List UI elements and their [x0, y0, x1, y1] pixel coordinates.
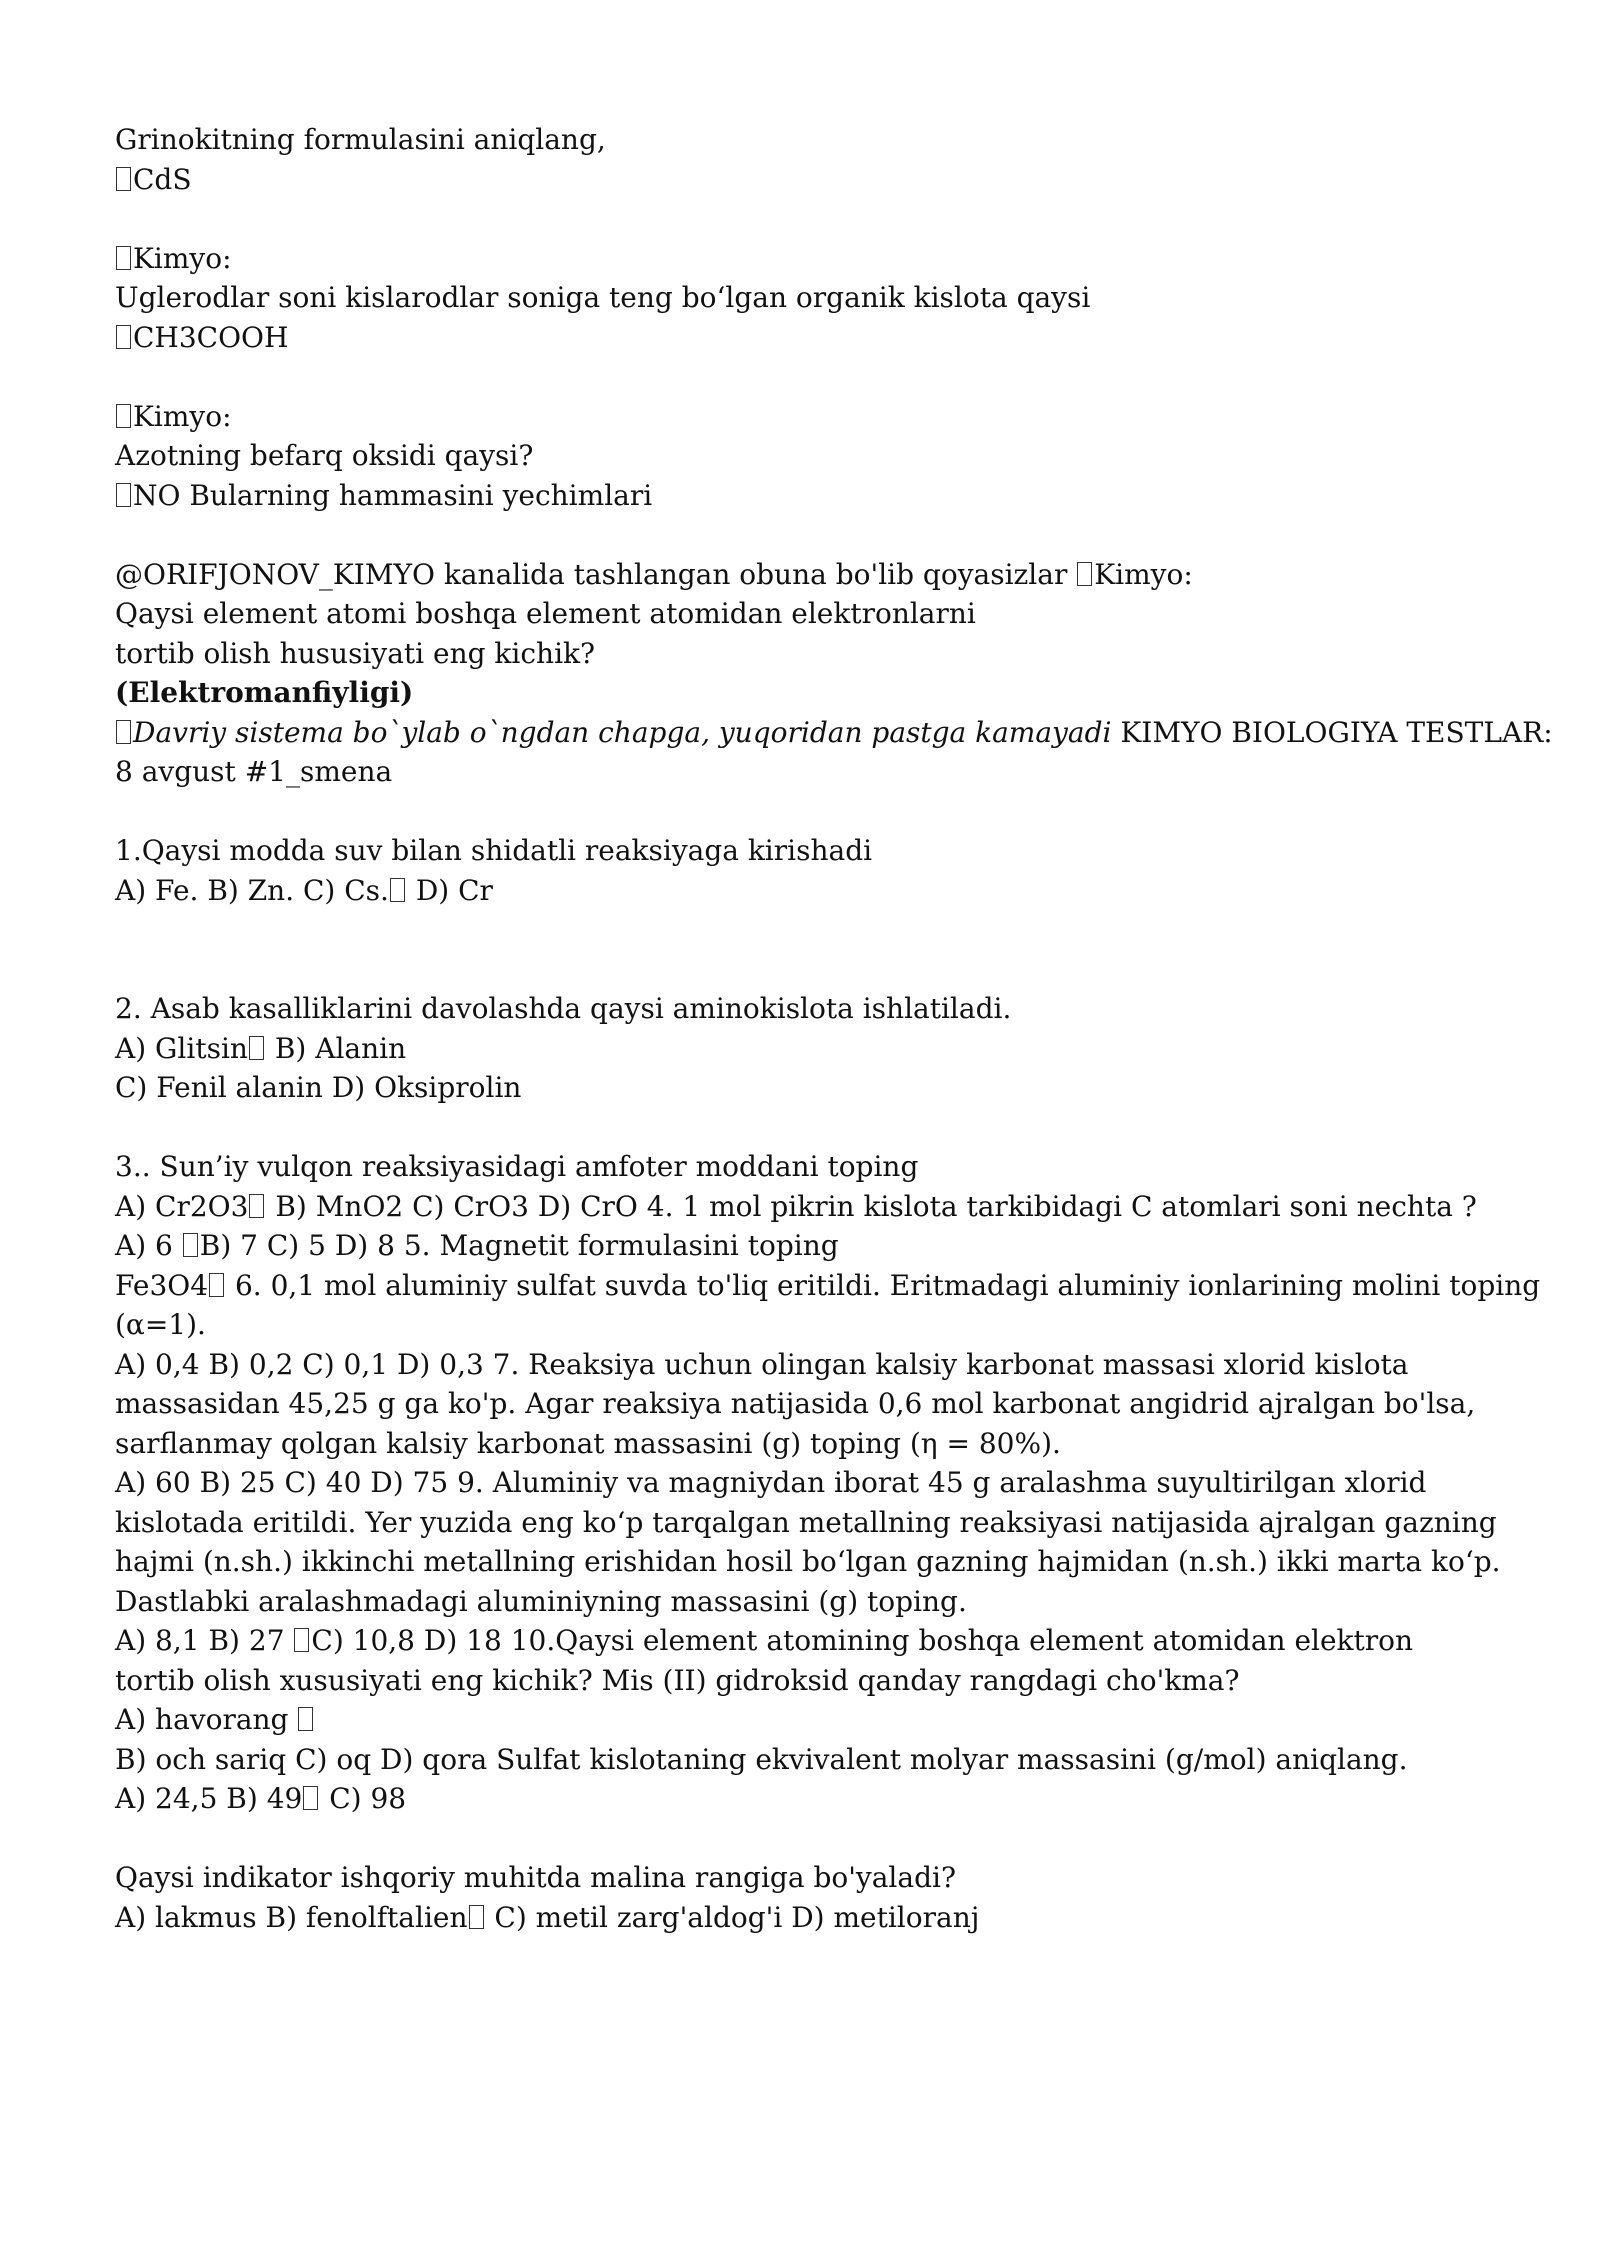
- missing-glyph-icon: [116, 720, 131, 744]
- line-text: C) Fenil alanin D) Oksiprolin: [115, 1071, 522, 1104]
- line-text: 6. 0,1 mol aluminiy sulfat suvda to'liq eritildi. Eritmadagi aluminiy ionlarining molini toping: [226, 1268, 1541, 1302]
- line-text: Qaysi element atomi boshqa element atomidan elektronlarni: [115, 597, 976, 630]
- text-line: [115, 1424, 1515, 1464]
- options-line: [115, 1266, 1541, 1306]
- channel-line: [115, 555, 1515, 595]
- italic-explanation: Davriy sistema bo`ylab o`ngdan chapga, yuqoridan pastga kamayadi: [133, 715, 1112, 749]
- question-line: [115, 594, 1515, 634]
- text-line: [115, 120, 1515, 160]
- question-line: [115, 278, 1515, 318]
- missing-glyph-icon: [209, 1273, 224, 1297]
- line-text: B) MnO2 C) CrO3 D) CrO 4. 1 mol pikrin kislota tarkibidagi C atomlari soni nechta ?: [266, 1189, 1477, 1223]
- line-text: Kimyo:: [1094, 557, 1193, 591]
- options-line: [115, 1029, 1515, 1069]
- line-text: C) metil zarg'aldog'i D) metiloranj: [485, 1900, 980, 1934]
- line-text: CH3COOH: [133, 320, 289, 354]
- answer-line: [115, 476, 1515, 516]
- missing-glyph-icon: [294, 1628, 309, 1652]
- missing-glyph-icon: [116, 167, 131, 191]
- line-text: 3.. Sun’iy vulqon reaksiyasidagi amfoter moddani toping: [115, 1150, 919, 1183]
- line-text: Dastlabki aralashmadagi aluminiyning massasini (g) toping.: [115, 1584, 967, 1618]
- text-line: [115, 1305, 1515, 1345]
- line-text: A) Cr2O3: [115, 1189, 249, 1223]
- question-line: [115, 634, 1515, 674]
- line-text: B) och sariq C) oq D) qora Sulfat kislotaning ekvivalent molyar massasini (g/mol) aniqlang.: [115, 1742, 1408, 1776]
- line-text: CdS: [133, 162, 192, 196]
- line-text: A) 6: [115, 1229, 182, 1262]
- line-text: sarflanmay qolgan kalsiy karbonat massasini (g) toping (η = 80%).: [115, 1426, 1061, 1460]
- line-text: A) 0,4 B) 0,2 C) 0,1 D) 0,3 7. Reaksiya uchun olingan kalsiy karbonat massasi xlorid kislota: [115, 1347, 1409, 1381]
- text-line: [115, 1661, 1515, 1701]
- question-line: [115, 831, 1515, 871]
- line-text: D) Cr: [406, 873, 493, 907]
- line-text: A) havorang: [115, 1703, 298, 1736]
- line-text: KIMYO BIOLOGIYA TESTLAR:: [1111, 715, 1553, 749]
- document-page: [115, 120, 1553, 1937]
- line-text: Kimyo:: [133, 399, 232, 433]
- missing-glyph-icon: [249, 1036, 264, 1060]
- missing-glyph-icon: [390, 878, 405, 902]
- options-line: [115, 1621, 1515, 1661]
- options-line: [115, 1187, 1515, 1227]
- question-line: [115, 989, 1515, 1029]
- blank-line: [115, 1108, 1515, 1148]
- line-text: Uglerodlar soni kislarodlar soniga teng bo‘lgan organik kislota qaysi: [115, 281, 1091, 314]
- question-line: [115, 1858, 1515, 1898]
- blank-line: [115, 199, 1515, 239]
- line-text: A) Glitsin: [115, 1031, 248, 1065]
- line-text: (α=1).: [115, 1308, 206, 1341]
- text-line: [115, 1542, 1515, 1582]
- line-text: (Elektromanfiyligi): [115, 676, 414, 709]
- options-line: [115, 1700, 1515, 1740]
- line-text: Kimyo:: [133, 241, 232, 275]
- options-line: [115, 1779, 1515, 1819]
- missing-glyph-icon: [116, 246, 131, 270]
- missing-glyph-icon: [1077, 562, 1092, 586]
- missing-glyph-icon: [183, 1233, 198, 1257]
- options-line: [115, 1068, 1515, 1108]
- options-line: [115, 1898, 1515, 1938]
- text-line: [115, 752, 1515, 792]
- line-text: Azotning befarq oksidi qaysi?: [115, 439, 534, 472]
- line-text: tortib olish xususiyati eng kichik? Mis (II) gidroksid qanday rangdagi cho'kma?: [115, 1663, 1240, 1697]
- blank-line: [115, 357, 1515, 397]
- line-text: 8 avgust #1_smena: [115, 755, 393, 788]
- text-line: [115, 1463, 1515, 1503]
- line-text: hajmi (n.sh.) ikkinchi metallning erishidan hosil bo‘lgan gazning hajmidan (n.sh.) ikki marta ko‘p.: [115, 1545, 1501, 1578]
- blank-line: [115, 792, 1515, 832]
- missing-glyph-icon: [303, 1786, 318, 1810]
- line-text: C) 98: [320, 1782, 407, 1815]
- line-text: kislotada eritildi. Yer yuzida eng ko‘p tarqalgan metallning reaksiyasi natijasida ajralgan gazning: [115, 1505, 1497, 1539]
- bold-answer: [115, 673, 1515, 713]
- text-line: [115, 1345, 1515, 1385]
- options-line: [115, 1226, 1515, 1266]
- line-text: Qaysi indikator ishqoriy muhitda malina rangiga bo'yaladi?: [115, 1861, 956, 1894]
- line-text: A) 24,5 B) 49: [115, 1782, 303, 1815]
- line-text: A) 8,1 B) 27: [115, 1624, 294, 1657]
- line-text: A) Fe. B) Zn. C) Cs.: [115, 873, 389, 907]
- missing-glyph-icon: [249, 1194, 264, 1218]
- explanation-line: [115, 713, 1553, 753]
- section-label: [115, 239, 1515, 279]
- line-text: Grinokitning formulasini aniqlang,: [115, 123, 606, 156]
- line-text: NO Bularning hammasini yechimlari: [133, 478, 653, 512]
- missing-glyph-icon: [469, 1905, 484, 1929]
- line-text: Fe3O4: [115, 1268, 209, 1302]
- text-line: [115, 1503, 1515, 1543]
- text-line: [115, 1582, 1515, 1622]
- line-text: C) 10,8 D) 18 10.Qaysi element atomining boshqa element atomidan elektron: [311, 1624, 1414, 1657]
- line-text: A) 60 B) 25 C) 40 D) 75 9. Aluminiy va magniydan iborat 45 g aralashma suyultirilgan xlorid: [115, 1466, 1427, 1499]
- line-text: tortib olish hususiyati eng kichik?: [115, 636, 596, 670]
- missing-glyph-icon: [116, 483, 131, 507]
- line-text: massasidan 45,25 g ga ko'p. Agar reaksiya natijasida 0,6 mol karbonat angidrid ajralgan bo'lsa,: [115, 1387, 1476, 1420]
- blank-line: [115, 1819, 1515, 1859]
- missing-glyph-icon: [116, 404, 131, 428]
- missing-glyph-icon: [298, 1707, 313, 1731]
- line-text: 2. Asab kasalliklarini davolashda qaysi aminokislota ishlatiladi.: [115, 992, 1012, 1025]
- options-line: [115, 871, 1515, 911]
- answer-line: [115, 160, 1515, 200]
- section-label: [115, 397, 1515, 437]
- line-text: A) lakmus B) fenolftalien: [115, 1900, 468, 1934]
- text-line: [115, 1384, 1515, 1424]
- answer-line: [115, 318, 1515, 358]
- blank-line: [115, 910, 1515, 989]
- question-line: [115, 1147, 1515, 1187]
- blank-line: [115, 515, 1515, 555]
- question-line: [115, 436, 1515, 476]
- line-text: B) Alanin: [265, 1031, 407, 1065]
- line-text: @ORIFJONOV_KIMYO kanalida tashlangan obuna bo'lib qoyasizlar: [115, 557, 1077, 591]
- missing-glyph-icon: [116, 325, 131, 349]
- line-text: B) 7 C) 5 D) 8 5. Magnetit formulasini toping: [199, 1229, 839, 1262]
- line-text: 1.Qaysi modda suv bilan shidatli reaksiyaga kirishadi: [115, 834, 873, 867]
- options-line: [115, 1740, 1515, 1780]
